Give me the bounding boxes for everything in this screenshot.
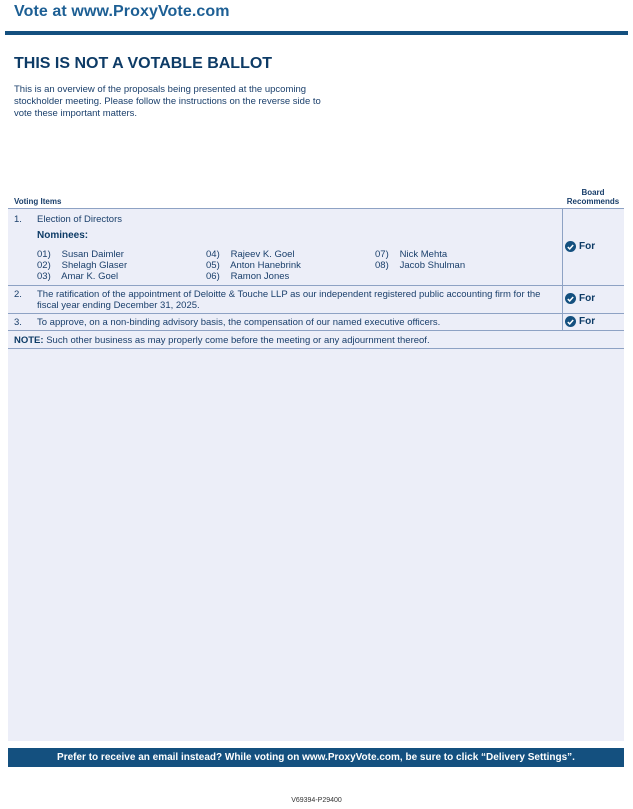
board-recommends-header: Board Recommends (566, 188, 620, 206)
nominees-label: Nominees: (37, 230, 89, 241)
item-2-number: 2. (14, 289, 22, 300)
nominee-04: 04) Rajeev K. Goel (206, 249, 295, 260)
item-1-number: 1. (14, 214, 22, 225)
check-circle-icon (565, 293, 576, 304)
row-divider-1 (8, 285, 624, 286)
check-circle-icon (565, 241, 576, 252)
proxyvote-url-heading: Vote at www.ProxyVote.com (14, 3, 230, 20)
row-divider-4 (8, 348, 624, 349)
item-1-text: Election of Directors (37, 214, 123, 225)
item-3-recommendation: For (565, 316, 595, 327)
nominee-06: 06) Ramon Jones (206, 271, 290, 282)
row-divider-3 (8, 330, 624, 331)
row-divider-2 (8, 313, 624, 314)
top-divider (5, 31, 628, 35)
item-3-number: 3. (14, 317, 22, 328)
item-2-text: The ratification of the appointment of Deloitte & Touche LLP as our independent registered public accounting firm for the fiscal year ending December 31, 2025. (37, 289, 541, 311)
nominee-08: 08) Jacob Shulman (375, 260, 466, 271)
note-line: NOTE: Such other business as may properly come before the meeting or any adjournment thereof. (14, 335, 430, 346)
item-3-text: To approve, on a non-binding advisory basis, the compensation of our named executive officers. (37, 317, 441, 328)
item-1-recommendation: For (565, 241, 595, 252)
recommendation-column-divider (562, 209, 563, 330)
ballot-panel (8, 208, 624, 741)
nominee-05: 05) Anton Hanebrink (206, 260, 301, 271)
document-code: V69394-P29400 (291, 797, 342, 804)
delivery-settings-banner: Prefer to receive an email instead? While voting on www.ProxyVote.com, be sure to click “Delivery Settings”. (8, 748, 624, 767)
item-2-recommendation: For (565, 293, 595, 304)
panel-top-divider (8, 208, 624, 209)
intro-paragraph: This is an overview of the proposals being presented at the upcoming stockholder meeting. Please follow the instructions on the reverse side to vote these important matters. (14, 84, 321, 119)
page-title: THIS IS NOT A VOTABLE BALLOT (14, 55, 273, 72)
nominee-07: 07) Nick Mehta (375, 249, 448, 260)
voting-items-header: Voting Items (14, 197, 62, 206)
nominee-01: 01) Susan Daimler (37, 249, 124, 260)
check-circle-icon (565, 316, 576, 327)
nominee-03: 03) Amar K. Goel (37, 271, 119, 282)
nominee-02: 02) Shelagh Glaser (37, 260, 128, 271)
